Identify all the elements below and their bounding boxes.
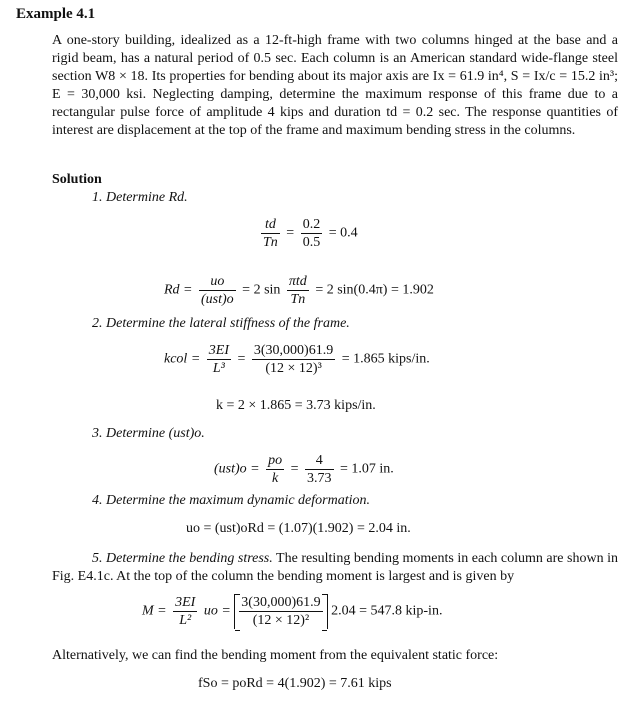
step-5-paragraph: 5. Determine the bending stress. The resulting bending moments in each column are shown in Fig. E4.1c. At the top of the column the bending moment is largest and is given by: [52, 551, 618, 584]
problem-statement: A one-story building, idealized as a 12-ft-high frame with two columns hinged at the base and a rigid beam, has a natural period of 0.5 sec. Each column is an American standard wide-flange steel section W8 × 18. Its properties for bending about its major axis are Ix = 61.9 in⁴, S = Ix/c = 15.2 in³; E = 30,000 ksi. Neglecting damping, determine the maximum response of this frame due to a rectangular pulse force of amplitude 4 kips and duration td = 0.2 sec. The response quantities of interest are displacement at the top of the frame and maximum bending stress in the columns.: [52, 33, 618, 138]
fraction-values: $\frac{0.2}{0.5}$: [302, 217, 321, 250]
step-1-title: 1. Determine Rd.: [92, 190, 188, 205]
equation-kcol: kcol = $\frac{3EI}{\text{L³}}$ = $\frac{3(30,000)61.9}{\text{(12 × 12)³}}$ = 1.865 kips/in.: [164, 343, 430, 376]
step-4-title: 4. Determine the maximum dynamic deformation.: [92, 493, 370, 508]
equation-moment: M = $\frac{3EI}{\text{L²}}$ uo = $\frac{3(30,000)61.9}{\text{(12 × 12)²}}$ 2.04 = 547.8 kip-in.: [142, 595, 443, 628]
step-3-title: 3. Determine (ust)o.: [92, 426, 205, 441]
solution-label: Solution: [52, 172, 102, 187]
fraction-td-tn: $\frac{td}{Tn}$: [263, 217, 278, 250]
alternative-text: Alternatively, we can find the bending moment from the equivalent static force:: [52, 648, 499, 663]
equation-ust: (ust)o = $\frac{po}{k}$ = $\frac{4}{3.73}$ = 1.07 in.: [214, 453, 394, 486]
equation-td-over-tn: $\frac{td}{Tn}$ = $\frac{0.2}{0.5}$ = 0.4: [263, 217, 358, 250]
equation-rd: Rd = $\frac{uo}{\text{(ust)o}}$ = 2 sin $\frac{\text{πtd}}{Tn}$ = 2 sin(0.4π) = 1.902: [164, 274, 434, 307]
equation-fso: fSo = poRd = 4(1.902) = 7.61 kips: [198, 676, 392, 691]
step-2-title: 2. Determine the lateral stiffness of the frame.: [92, 316, 350, 331]
bracket-expression: $\frac{3(30,000)61.9}{\text{(12 × 12)²}}$: [234, 594, 327, 629]
example-heading: Example 4.1: [16, 6, 96, 22]
equation-uo: uo = (ust)oRd = (1.07)(1.902) = 2.04 in.: [186, 521, 411, 536]
equation-k: k = 2 × 1.865 = 3.73 kips/in.: [216, 398, 376, 413]
